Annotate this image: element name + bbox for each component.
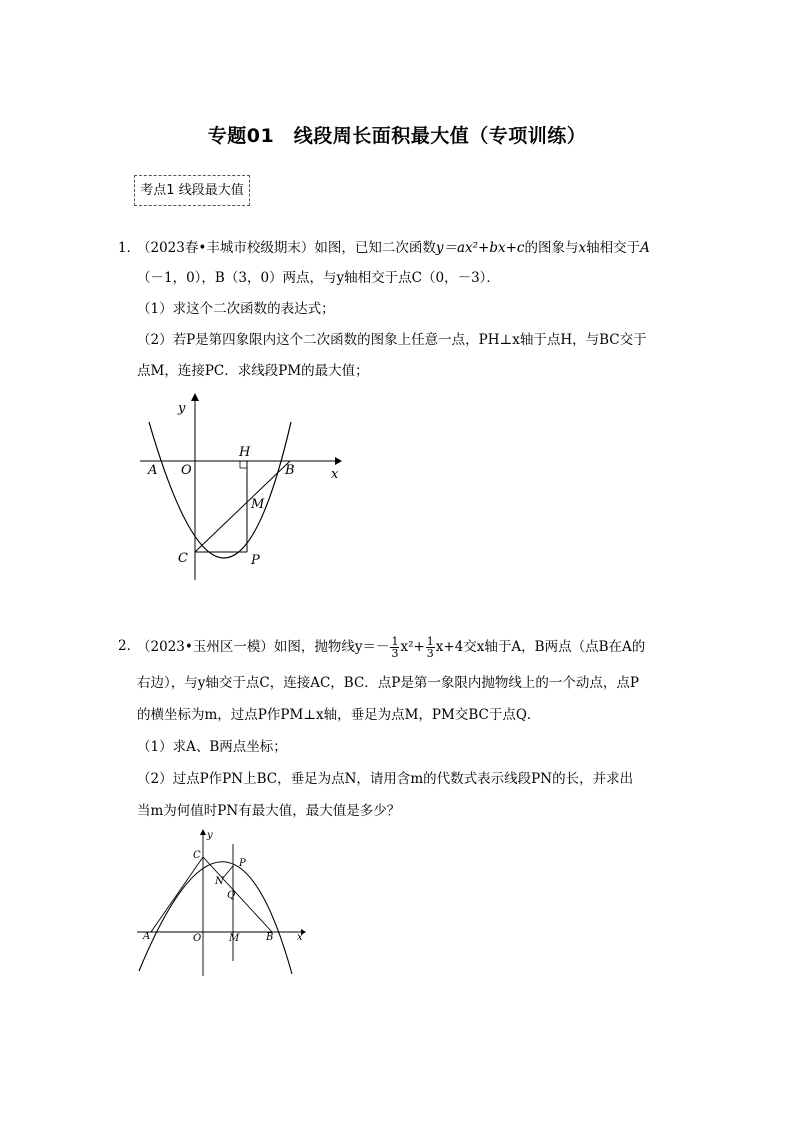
q1-line2: （－1，0），B（3，0）两点，与y轴相交于点C（0，－3）． bbox=[137, 270, 500, 286]
q1-right-angle bbox=[240, 461, 247, 468]
q2-figure bbox=[135, 826, 315, 981]
q2-label-c: C bbox=[193, 850, 201, 861]
q2-segment-pn bbox=[223, 866, 233, 878]
q1-label-x: x bbox=[331, 467, 339, 482]
q2-label-a: A bbox=[143, 931, 151, 942]
q2-line5: （2）过点P作PN上BC，垂足为点N，请用含m的代数式表示线段PN的长，并求出 bbox=[137, 771, 634, 787]
q2-label-y: y bbox=[207, 830, 213, 841]
q2-label-n: N bbox=[215, 876, 224, 887]
q1-label-p: P bbox=[251, 553, 260, 568]
q1-label-c: C bbox=[178, 551, 188, 566]
q2-label-x: x bbox=[297, 932, 303, 943]
q1-x-arrow bbox=[335, 457, 342, 465]
q2-line1: （2023•玉州区一模）如图，抛物线y＝－ $\frac{1}{3}$ x²+ $\frac{1}{3}$ x+4交x轴于A，B两点（点B在A的 bbox=[137, 635, 646, 660]
q2-line6: 当m为何值时PN有最大值，最大值是多少？ bbox=[137, 803, 401, 819]
q1-label-o: O bbox=[181, 463, 192, 478]
section-badge: 考点1 线段最大值 bbox=[134, 175, 250, 206]
q1-parabola bbox=[149, 422, 291, 558]
q1-number: 1． bbox=[118, 240, 141, 256]
q2-number: 2． bbox=[118, 638, 141, 654]
q2-fraction-2: $\frac{1}{3}$ bbox=[426, 635, 434, 660]
q2-fraction-1: $\frac{1}{3}$ bbox=[391, 635, 399, 660]
q1-line4: （2）若P是第四象限内这个二次函数的图象上任意一点，PH⊥x轴于点H，与BC交于 bbox=[137, 332, 647, 348]
q1-segment-bc bbox=[195, 461, 290, 552]
q2-line4: （1）求A、B两点坐标； bbox=[137, 739, 287, 755]
q1-line1: （2023春•丰城市校级期末）如图，已知二次函数y＝ax²+bx+c的图象与x轴相交于A bbox=[137, 240, 650, 256]
q1-label-m: M bbox=[251, 497, 265, 512]
q2-label-o: O bbox=[193, 933, 202, 944]
q1-label-b: B bbox=[285, 463, 295, 478]
q2-label-q: Q bbox=[227, 890, 236, 901]
q2-segment-ac bbox=[151, 857, 203, 932]
q1-label-y: y bbox=[178, 401, 186, 416]
q2-label-p: P bbox=[239, 858, 246, 869]
q1-y-arrow bbox=[191, 393, 199, 401]
q2-label-m: M bbox=[229, 933, 240, 944]
q2-line2: 右边），与y轴交于点C，连接AC，BC．点P是第一象限内抛物线上的一个动点，点P bbox=[137, 675, 639, 691]
q1-line5: 点M，连接PC．求线段PM的最大值； bbox=[137, 363, 369, 379]
q2-line3: 的横坐标为m，过点P作PM⊥x轴，垂足为点M，PM交BC于点Q． bbox=[137, 707, 541, 723]
q1-label-a: A bbox=[148, 463, 158, 478]
q2-label-b: B bbox=[266, 932, 274, 943]
page-title: 专题01 线段周长面积最大值（专项训练） bbox=[207, 125, 587, 147]
q1-figure bbox=[135, 390, 350, 585]
q1-line3: （1）求这个二次函数的表达式； bbox=[137, 301, 335, 317]
q1-label-h: H bbox=[239, 445, 251, 460]
q2-y-arrow bbox=[200, 829, 206, 835]
